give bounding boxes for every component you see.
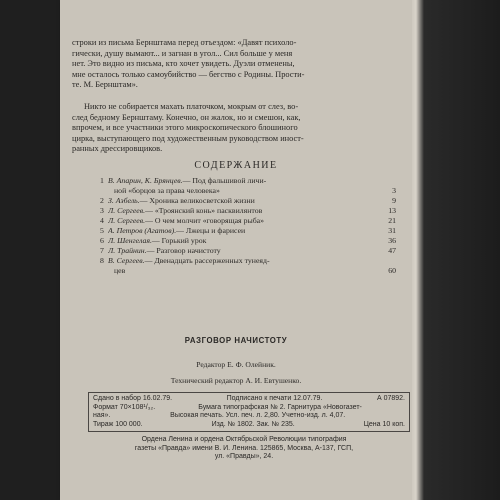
toc-entry xyxy=(100,206,396,216)
toc-entry-author: Л. Сергеев. xyxy=(108,206,146,215)
imprint-cell: Сдано в набор 16.02.79. xyxy=(93,395,173,402)
imprint-cell: Бумага типографская № 2. Гарнитура «Новогазет- xyxy=(198,403,362,411)
toc-entry xyxy=(100,246,396,256)
imprint-row xyxy=(93,395,405,404)
toc-entry-title: — «Троянский конь» пасквилянтов xyxy=(145,206,263,215)
toc-entry-title: — Лжецы и фарисеи xyxy=(176,226,246,235)
text-line: Никто не собирается махать платочком, мокрым от слез, во- xyxy=(84,102,299,111)
toc-entry-title: — Под фальшивой личи- xyxy=(182,176,267,185)
toc-entry-continuation xyxy=(100,266,396,276)
closing-paragraph xyxy=(72,102,398,155)
toc-entry xyxy=(100,236,396,246)
technical-editor-credit: Технический редактор А. И. Евтушенко. xyxy=(170,376,302,385)
toc-entry-author: А. Петров (Агатов). xyxy=(108,226,177,235)
toc-entry-page: 47 xyxy=(388,246,396,255)
table-of-contents xyxy=(100,176,396,276)
imprint-row xyxy=(93,421,405,430)
text-line: гически, душу вымают... и загнан в угол... Сил больше у меня xyxy=(72,48,293,58)
toc-entry-page: 60 xyxy=(388,266,396,275)
printer-line: газеты «Правда» имени В. И. Ленина. 125865, Москва, А-137, ГСП, xyxy=(134,444,354,452)
toc-entry-number: 2 xyxy=(100,196,104,205)
text-line: строки из письма Бернштама перед отъездом: «Давят психоло- xyxy=(72,38,297,47)
toc-entry-title-cont: цев xyxy=(114,266,126,275)
book-title: РАЗГОВОР НАЧИСТОТУ xyxy=(184,336,288,345)
toc-entry-title: — Хроника великосветской жизни xyxy=(139,196,255,205)
toc-entry-title: — Двенадцать рассерженных тунеяд- xyxy=(144,256,270,265)
text-line: цирка, выступающего под художественным руководством иност- xyxy=(72,133,304,143)
printer-line: Ордена Ленина и ордена Октябрьской Революции типография xyxy=(141,436,347,443)
imprint-cell: Тираж 100 000. xyxy=(93,420,143,428)
toc-entry-page: 3 xyxy=(392,186,396,195)
text-line: впрочем, и все участники этого микроскопического блошиного xyxy=(72,123,298,133)
page-edge xyxy=(412,0,500,500)
printer-line: ул. «Правды», 24. xyxy=(214,453,274,461)
imprint-cell: А 07892. xyxy=(376,395,405,402)
text-line: ранных дрессировщиков. xyxy=(72,144,163,154)
printer-info xyxy=(88,436,400,462)
toc-entry-title-cont: ной «борцов за права человека» xyxy=(114,186,220,195)
intro-paragraph xyxy=(72,38,398,91)
toc-entry-page: 13 xyxy=(388,206,396,215)
toc-entry-page: 31 xyxy=(388,226,396,235)
toc-title: СОДЕРЖАНИЕ xyxy=(194,160,278,171)
imprint-cell: Подписано к печати 12.07.79. xyxy=(226,395,323,402)
toc-entry xyxy=(100,176,396,186)
book-page xyxy=(60,0,412,500)
toc-entry xyxy=(100,256,396,266)
imprint-cell: Формат 70×108¹/₃₂. xyxy=(93,403,156,411)
toc-entry-author: В. Апарин, К. Брянцев. xyxy=(108,176,183,185)
toc-entry-page: 21 xyxy=(388,216,396,225)
text-line: те. М. Бернштам». xyxy=(72,80,138,90)
imprint-row xyxy=(93,404,405,413)
toc-entry xyxy=(100,216,396,226)
toc-entry-number: 4 xyxy=(100,216,104,225)
toc-entry-author: З. Азбель. xyxy=(108,196,140,205)
imprint-cell: Высокая печать. Усл. печ. л. 2,80. Учетно-изд. л. 4,07. xyxy=(170,412,346,420)
toc-entry-number: 8 xyxy=(100,256,104,265)
toc-entry xyxy=(100,226,396,236)
imprint-cell: Изд. № 1802. Зак. № 235. xyxy=(211,420,295,428)
toc-entry-title: — О чем молчит «говорящая рыба» xyxy=(145,216,265,225)
toc-entry-title: — Разговор начистоту xyxy=(146,246,221,255)
text-line: мне осталось только самоубийство — бегство с Родины. Прости- xyxy=(72,69,305,79)
toc-entry-number: 3 xyxy=(100,206,104,215)
text-line: нет. Это видно из письма, кто хочет увидеть. Дуэли отменены, xyxy=(72,59,295,69)
imprint-cell: ная». xyxy=(93,412,111,420)
toc-entry-page: 36 xyxy=(388,236,396,245)
toc-entry-number: 6 xyxy=(100,236,104,245)
toc-entry-number: 5 xyxy=(100,226,104,235)
toc-entry-author: Л. Сергеев. xyxy=(108,216,146,225)
toc-entry xyxy=(100,196,396,206)
text-line: след бедному Бернштаму. Конечно, он жалок, но и смешон, как, xyxy=(72,112,301,122)
toc-entry-title: — Горький урок xyxy=(151,236,207,245)
toc-entry-author: Л. Трайнин. xyxy=(108,246,147,255)
imprint-row xyxy=(93,412,405,421)
toc-entry-number: 1 xyxy=(100,176,104,185)
toc-entry-author: Л. Шенгелая. xyxy=(108,236,152,245)
imprint-cell: Цена 10 коп. xyxy=(363,420,405,428)
toc-entry-author: В. Сергеев. xyxy=(108,256,145,265)
imprint-box xyxy=(88,392,410,432)
toc-entry-page: 9 xyxy=(392,196,396,205)
toc-entry-continuation xyxy=(100,186,396,196)
toc-entry-number: 7 xyxy=(100,246,104,255)
editor-credit: Редактор Е. Ф. Олейник. xyxy=(196,360,276,369)
